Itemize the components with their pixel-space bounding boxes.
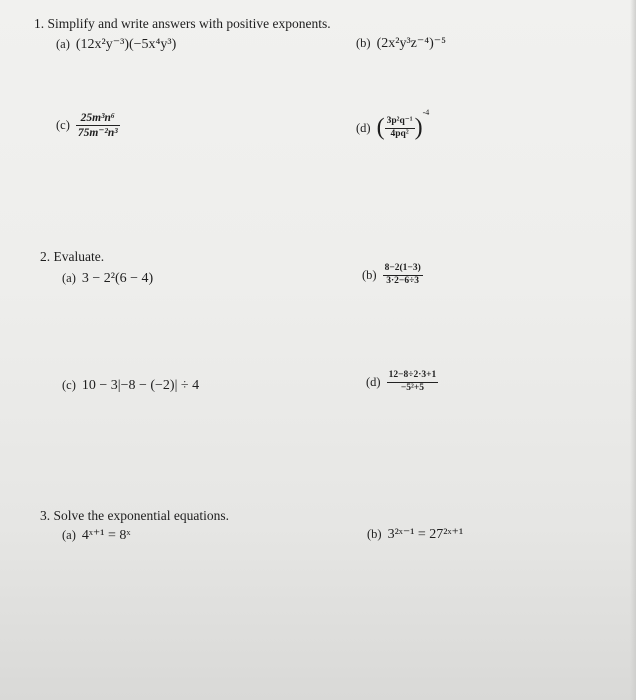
page-edge-shadow — [630, 0, 636, 700]
problem-1b-label: (b) — [356, 36, 371, 50]
problem-1d-outer-exponent: -4 — [422, 108, 430, 117]
left-paren: ( — [376, 114, 385, 141]
problem-2c-expression: 10 − 3|−8 − (−2)| ÷ 4 — [81, 378, 200, 393]
problem-3a-label: (a) — [62, 528, 76, 542]
problem-1a — [56, 36, 176, 53]
problem-1c — [56, 112, 120, 139]
problem-2c — [62, 377, 199, 394]
problem-3b-expression: 3²ˣ⁻¹ = 27²ˣ⁺¹ — [387, 527, 464, 542]
problem-2a-label: (a) — [62, 271, 76, 285]
problem-3b-label: (b) — [367, 527, 382, 541]
problem-3a-expression: 4ˣ⁺¹ = 8ˣ — [81, 528, 131, 543]
problem-1d-denominator: 4pq² — [390, 128, 409, 139]
problem-2b-denominator: 3·2−6÷3 — [386, 275, 420, 286]
section3-heading: 3. Solve the exponential equations. — [40, 508, 229, 523]
problem-2b-label: (b) — [362, 267, 377, 282]
problem-2d-fraction — [387, 371, 439, 394]
problem-2d — [366, 371, 438, 394]
problem-1a-expression: (12x²y⁻³)(−5x⁴y³) — [75, 37, 177, 52]
problem-1a-label: (a) — [56, 37, 70, 51]
problem-2b — [362, 264, 423, 287]
problem-1d-label: (d) — [356, 120, 371, 135]
problem-2d-label: (d) — [366, 374, 381, 389]
problem-2a-expression: 3 − 2²(6 − 4) — [81, 271, 154, 286]
problem-2d-denominator: −5²+5 — [400, 382, 425, 393]
problem-2b-fraction — [383, 264, 423, 287]
section2-heading: 2. Evaluate. — [40, 249, 105, 264]
problem-1c-denominator: 75m⁻²n³ — [77, 127, 118, 140]
problem-1c-fraction — [76, 112, 120, 139]
problem-1d — [356, 108, 429, 142]
fraction-bar — [76, 125, 120, 126]
problem-2b-numerator: 8−2(1−3) — [384, 263, 421, 273]
problem-3b — [367, 526, 463, 543]
problem-3a — [62, 527, 130, 544]
problem-1b-expression: (2x²y³z⁻⁴)⁻⁵ — [376, 36, 447, 51]
problem-1d-fraction — [385, 117, 415, 140]
problem-2a — [62, 270, 153, 287]
problem-1d-numerator: 3p²q⁻¹ — [386, 115, 413, 126]
problem-1b — [356, 35, 446, 52]
problem-1c-label: (c) — [56, 118, 70, 133]
problem-1c-numerator: 25m³n⁶ — [80, 112, 115, 124]
section1-heading: 1. Simplify and write answers with positive exponents. — [34, 16, 331, 31]
problem-2d-numerator: 12−8÷2·3+1 — [388, 370, 437, 380]
right-paren: ) — [414, 114, 423, 141]
problem-2c-label: (c) — [62, 378, 76, 392]
